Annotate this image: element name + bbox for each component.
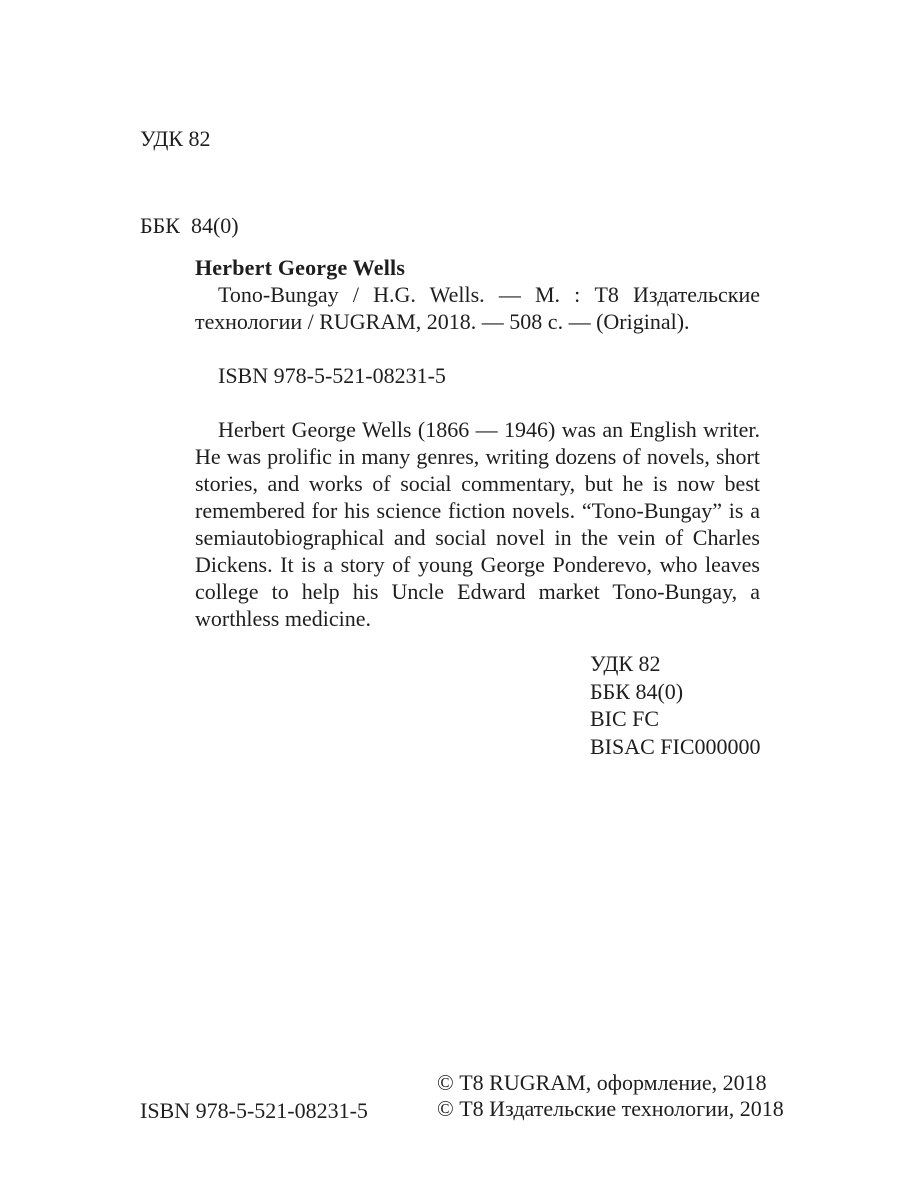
bbk-code: ББК 84(0) (590, 678, 684, 704)
copyright-block (437, 1070, 784, 1122)
footer-isbn: ISBN 978-5-521-08231-5 (140, 1098, 368, 1123)
udk-code: УДК 82 (590, 651, 661, 676)
copyright-publisher-line: © Т8 Издательские технологии, 2018 (437, 1096, 784, 1121)
isbn-line: ISBN 978-5-521-08231-5 (218, 363, 446, 388)
bisac-code: BISAC FIC000000 (590, 733, 761, 759)
book-description: Herbert George Wells (1866 — 1946) was an English writer. He was prolific in many genres, writing dozens of novels, short stories, and works of social commentary, but he is now best remembered for his science fiction novels. “Tono-Bungay” is a semiautobiographical and social novel in the vein of Charles Dickens. It is a story of young George Ponderevo, who leaves college to help his Uncle Edward market Tono-Bungay, a worthless medicine. (195, 417, 760, 631)
copyright-design-line: © Т8 RUGRAM, оформление, 2018 (437, 1070, 767, 1095)
bic-code: BIC FC (590, 706, 660, 731)
classification-codes-block (590, 650, 761, 760)
bibliographic-block (195, 254, 760, 632)
bbk-top-code: ББК 84(0) (140, 213, 239, 238)
udk-top-code: УДК 82 (140, 126, 211, 151)
author-heading: Herbert George Wells (195, 255, 406, 280)
bibliographic-entry: Tono-Bungay / H.G. Wells. — М. : Т8 Издательские технологии / RUGRAM, 2018. — 508 с. — (Original). (195, 282, 760, 334)
